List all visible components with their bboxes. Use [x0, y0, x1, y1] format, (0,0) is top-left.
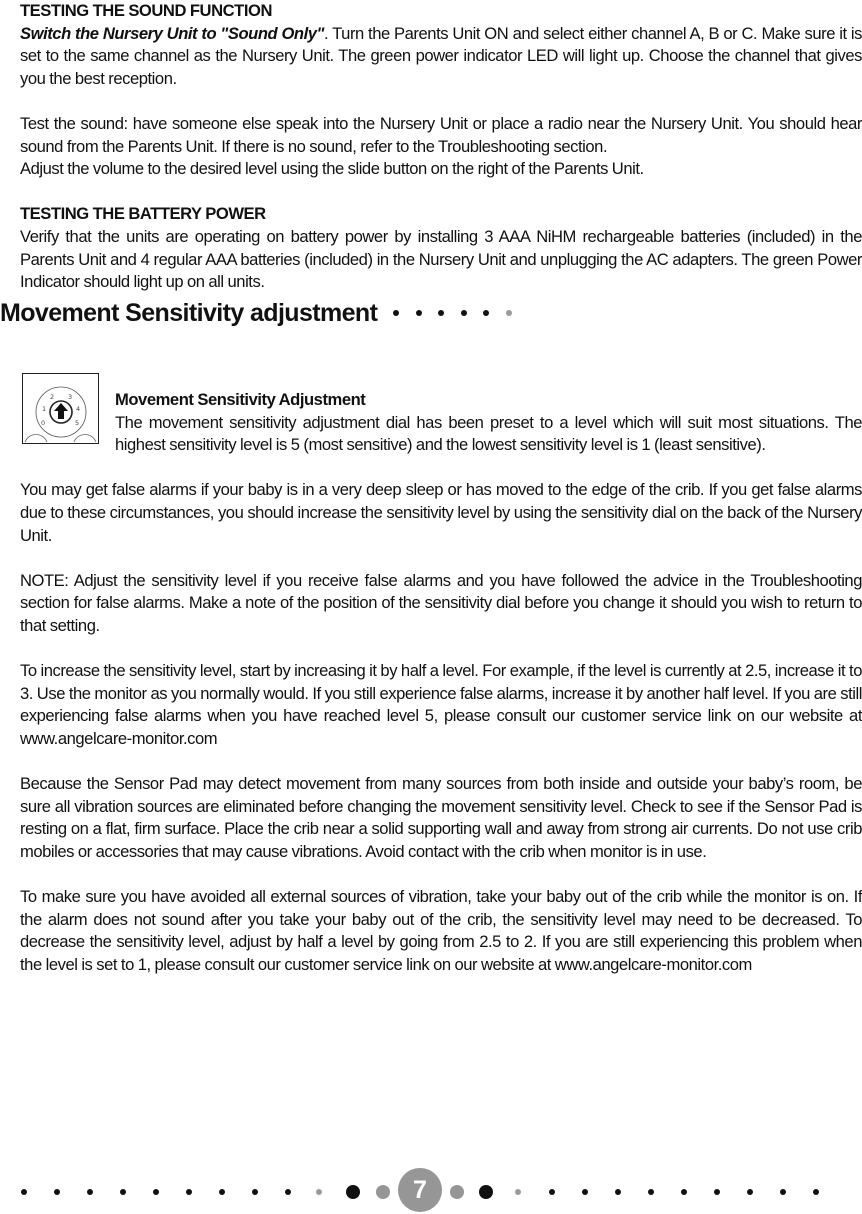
footer-dot [376, 1185, 390, 1199]
movement-para-increase: To increase the sensitivity level, start by increasing it by half a level. For example, if the level is currently at 2.5, increase it to 3. Use the monitor as you normally would. If you still experience false alarms, increase it by another half level. If you are still experiencing false alarms when you have reached level 5, please consult our customer service link on our website at www.angelcare-monitor.com [20, 661, 862, 748]
section-heading [0, 297, 700, 329]
section-heading-text: Movement Sensitivity adjustment [0, 299, 378, 327]
dial-label-2: 2 [50, 393, 55, 401]
movement-content [20, 389, 862, 976]
dial-label-4: 4 [76, 405, 81, 413]
footer-dot [714, 1189, 720, 1195]
footer-dot [153, 1189, 159, 1195]
battery-test-heading: TESTING THE BATTERY POWER [20, 204, 266, 224]
footer-dot [813, 1189, 819, 1195]
footer-dot [87, 1189, 93, 1195]
page-number: 7 [398, 1168, 442, 1212]
footer-dot [549, 1189, 555, 1195]
footer-dot [515, 1189, 521, 1195]
dial-label-0: 0 [41, 419, 46, 427]
dial-label-5: 5 [75, 419, 80, 427]
footer-dot [21, 1189, 27, 1195]
footer-dot [316, 1189, 322, 1195]
footer-dot [615, 1189, 621, 1195]
sound-test-subheading: Switch the Nursery Unit to "Sound Only" [20, 23, 324, 43]
footer-dot [252, 1189, 258, 1195]
sound-test-para-1 [20, 23, 862, 91]
movement-para-false-alarms: You may get false alarms if your baby is in a very deep sleep or has moved to the edge of the crib. If you get false alarms due to these circumstances, you should increase the sensitivity level by using the sensitivity dial on the back of the Nursery Unit. [20, 480, 862, 545]
footer-dot [780, 1189, 786, 1195]
footer-dot [479, 1185, 493, 1199]
footer-dot [54, 1189, 60, 1195]
footer-dot [346, 1185, 360, 1199]
footer-dot [747, 1189, 753, 1195]
movement-para-sensor-pad: Because the Sensor Pad may detect movement from many sources from both inside and outside your baby’s room, be sure all vibration sources are eliminated before changing the movement sensitivity level. Check to see if the Sensor Pad is resting on a flat, firm surface. Place the crib near a solid supporting wall and away from strong air currents. Do not use crib mobiles or accessories that may cause vibrations. Avoid contact with the crib when monitor is in use. [20, 774, 862, 861]
footer-dot [285, 1189, 291, 1195]
footer-dot [219, 1189, 225, 1195]
sound-test-para-1-text: . Turn the Parents Unit ON and select either channel A, B or C. Make sure it is set to the same channel as the Nursery Unit. The green power indicator LED will light up. Choose the channel that gives you the best reception. [20, 23, 862, 88]
heading-dots [393, 310, 528, 316]
footer-dot [681, 1189, 687, 1195]
footer-dot [186, 1189, 192, 1195]
sound-test-heading: TESTING THE SOUND FUNCTION [20, 1, 272, 20]
top-content [20, 0, 862, 294]
movement-para-decrease: To make sure you have avoided all external sources of vibration, take your baby out of the crib while the monitor is on. If the alarm does not sound after you take your baby out of the crib, the sensitivity level may need to be decreased. To decrease the sensitivity level, adjust by half a level by going from 2.5 to 2. If you are still experiencing this problem when the level is set to 1, please consult our customer service link on our website at www.angelcare-monitor.com [20, 887, 862, 974]
movement-intro: The movement sensitivity adjustment dial has been preset to a level which will suit most situations. The highest sensitivity level is 5 (most sensitive) and the lowest sensitivity level is 1 (least sensitive). [115, 412, 862, 455]
sound-test-para-3: Adjust the volume to the desired level using the slide button on the right of the Parents Unit. [20, 159, 644, 179]
footer-dot [120, 1189, 126, 1195]
movement-para-note: NOTE: Adjust the sensitivity level if you receive false alarms and you have followed the advice in the Troubleshooting section for false alarms. Make a note of the position of the sensitivity dial before you change it should you wish to return to that setting. [20, 570, 862, 635]
dial-label-1: 1 [42, 405, 47, 413]
footer-dot [582, 1189, 588, 1195]
battery-test-para: Verify that the units are operating on battery power by installing 3 AAA NiHM rechargeable batteries (included) in the Parents Unit and 4 regular AAA batteries (included) in the Nursery Unit and unplugging the AC adapters. The green Power Indicator should light up on all units. [20, 226, 862, 292]
movement-subheading: Movement Sensitivity Adjustment [115, 390, 366, 409]
footer-dot [450, 1185, 464, 1199]
dial-label-3: 3 [68, 393, 73, 401]
footer-dot [648, 1189, 654, 1195]
sound-test-para-2: Test the sound: have someone else speak into the Nursery Unit or place a radio near the Nursery Unit. You should hear sound from the Parents Unit. If there is no sound, refer to the Troubleshooting section. [20, 113, 862, 156]
